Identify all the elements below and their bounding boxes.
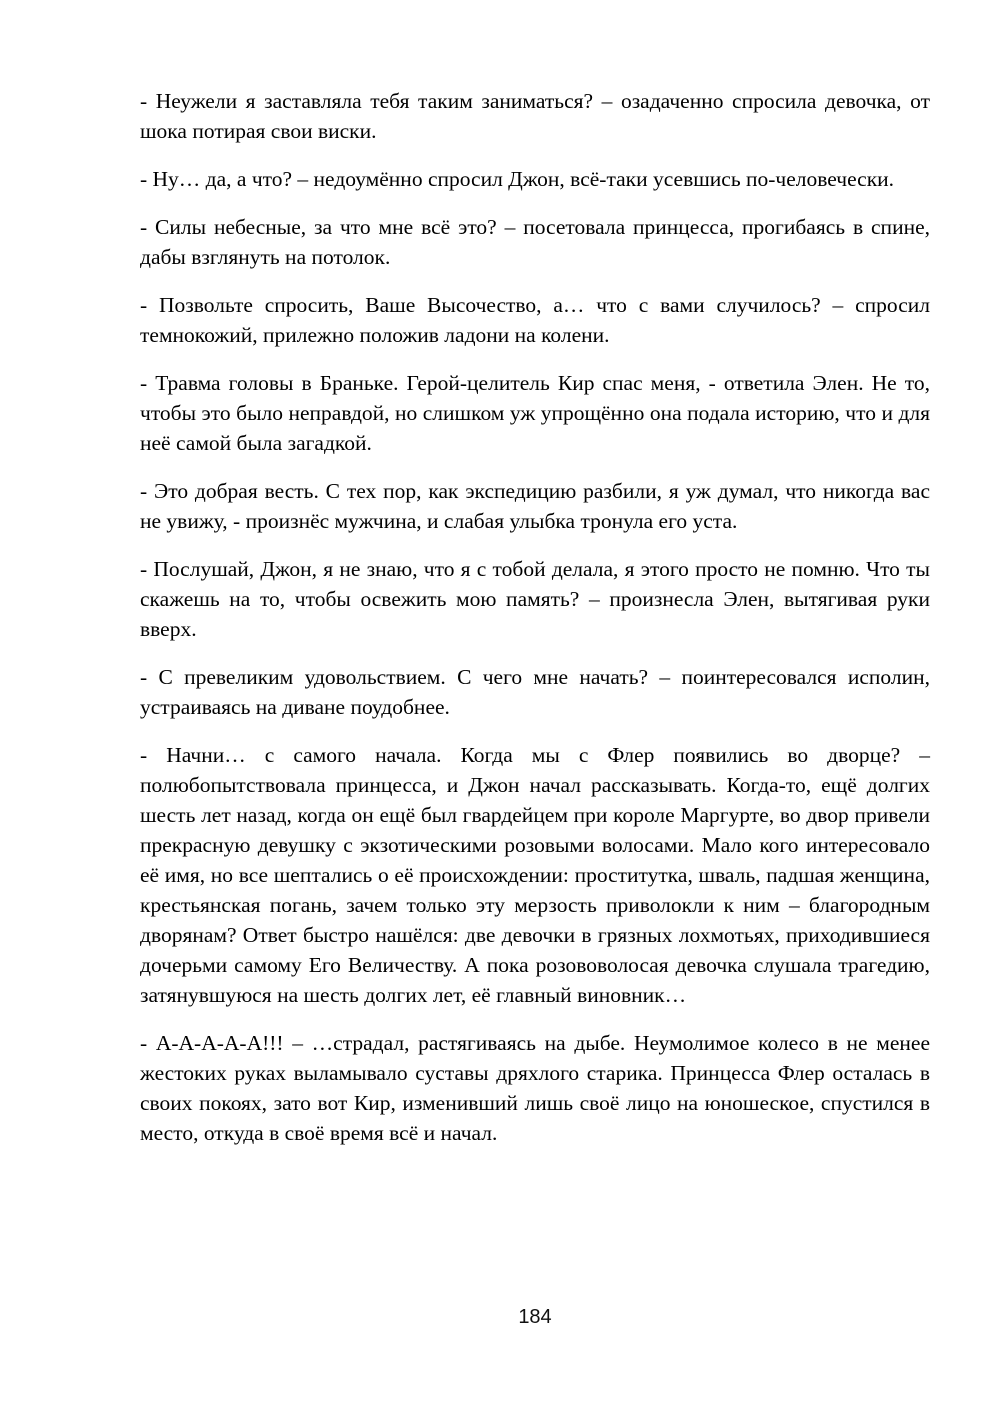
- text-body: [140, 86, 930, 1166]
- page-number: 184: [518, 1306, 552, 1328]
- paragraph: - А-А-А-А-А!!! – …страдал, растягиваясь на дыбе. Неумолимое колесо в не менее жестоких руках выламывало суставы дряхлого старика. Принцесса Флер осталась в своих покоях, зато вот Кир, изменивший лишь своё лицо на юношеское, спустился в место, откуда в своё время всё и начал.: [140, 1031, 930, 1145]
- paragraph: - Силы небесные, за что мне всё это? – посетовала принцесса, прогибаясь в спине, дабы взглянуть на потолок.: [140, 215, 930, 269]
- paragraph: - С превеликим удовольствием. С чего мне начать? – поинтересовался исполин, устраиваясь на диване поудобнее.: [140, 665, 930, 719]
- paragraph: - Послушай, Джон, я не знаю, что я с тобой делала, я этого просто не помню. Что ты скажешь на то, чтобы освежить мою память? – произнесла Элен, вытягивая руки вверх.: [140, 557, 930, 641]
- paragraph: - Начни… с самого начала. Когда мы с Флер появились во дворце? – полюбопытствовала принцесса, и Джон начал рассказывать. Когда-то, ещё долгих шесть лет назад, когда он ещё был гвардейцем при короле Маргурте, во двор привели прекрасную девушку с экзотическими розовыми волосами. Мало кого интересовало её имя, но все шептались о её происхождении: проститутка, шваль, падшая женщина, крестьянская погань, зачем только эту мерзость приволокли к ним – благородным дворянам? Ответ быстро нашёлся: две девочки в грязных лохмотьях, приходившиеся дочерьми самому Его Величеству. А пока розововолосая девочка слушала трагедию, затянувшуюся на шесть долгих лет, её главный виновник…: [140, 743, 930, 1007]
- paragraph: - Травма головы в Браньке. Герой-целитель Кир спас меня, - ответила Элен. Не то, чтобы это было неправдой, но слишком уж упрощённо она подала историю, что и для неё самой была загадкой.: [140, 371, 930, 455]
- paragraph: - Это добрая весть. С тех пор, как экспедицию разбили, я уж думал, что никогда вас не увижу, - произнёс мужчина, и слабая улыбка тронула его уста.: [140, 479, 930, 533]
- paragraph: - Ну… да, а что? – недоумённо спросил Джон, всё-таки усевшись по-человечески.: [140, 167, 895, 191]
- paragraph: - Позвольте спросить, Ваше Высочество, а… что с вами случилось? – спросил темнокожий, прилежно положив ладони на колени.: [140, 293, 930, 347]
- paragraph: - Неужели я заставляла тебя таким заниматься? – озадаченно спросила девочка, от шока потирая свои виски.: [140, 89, 930, 143]
